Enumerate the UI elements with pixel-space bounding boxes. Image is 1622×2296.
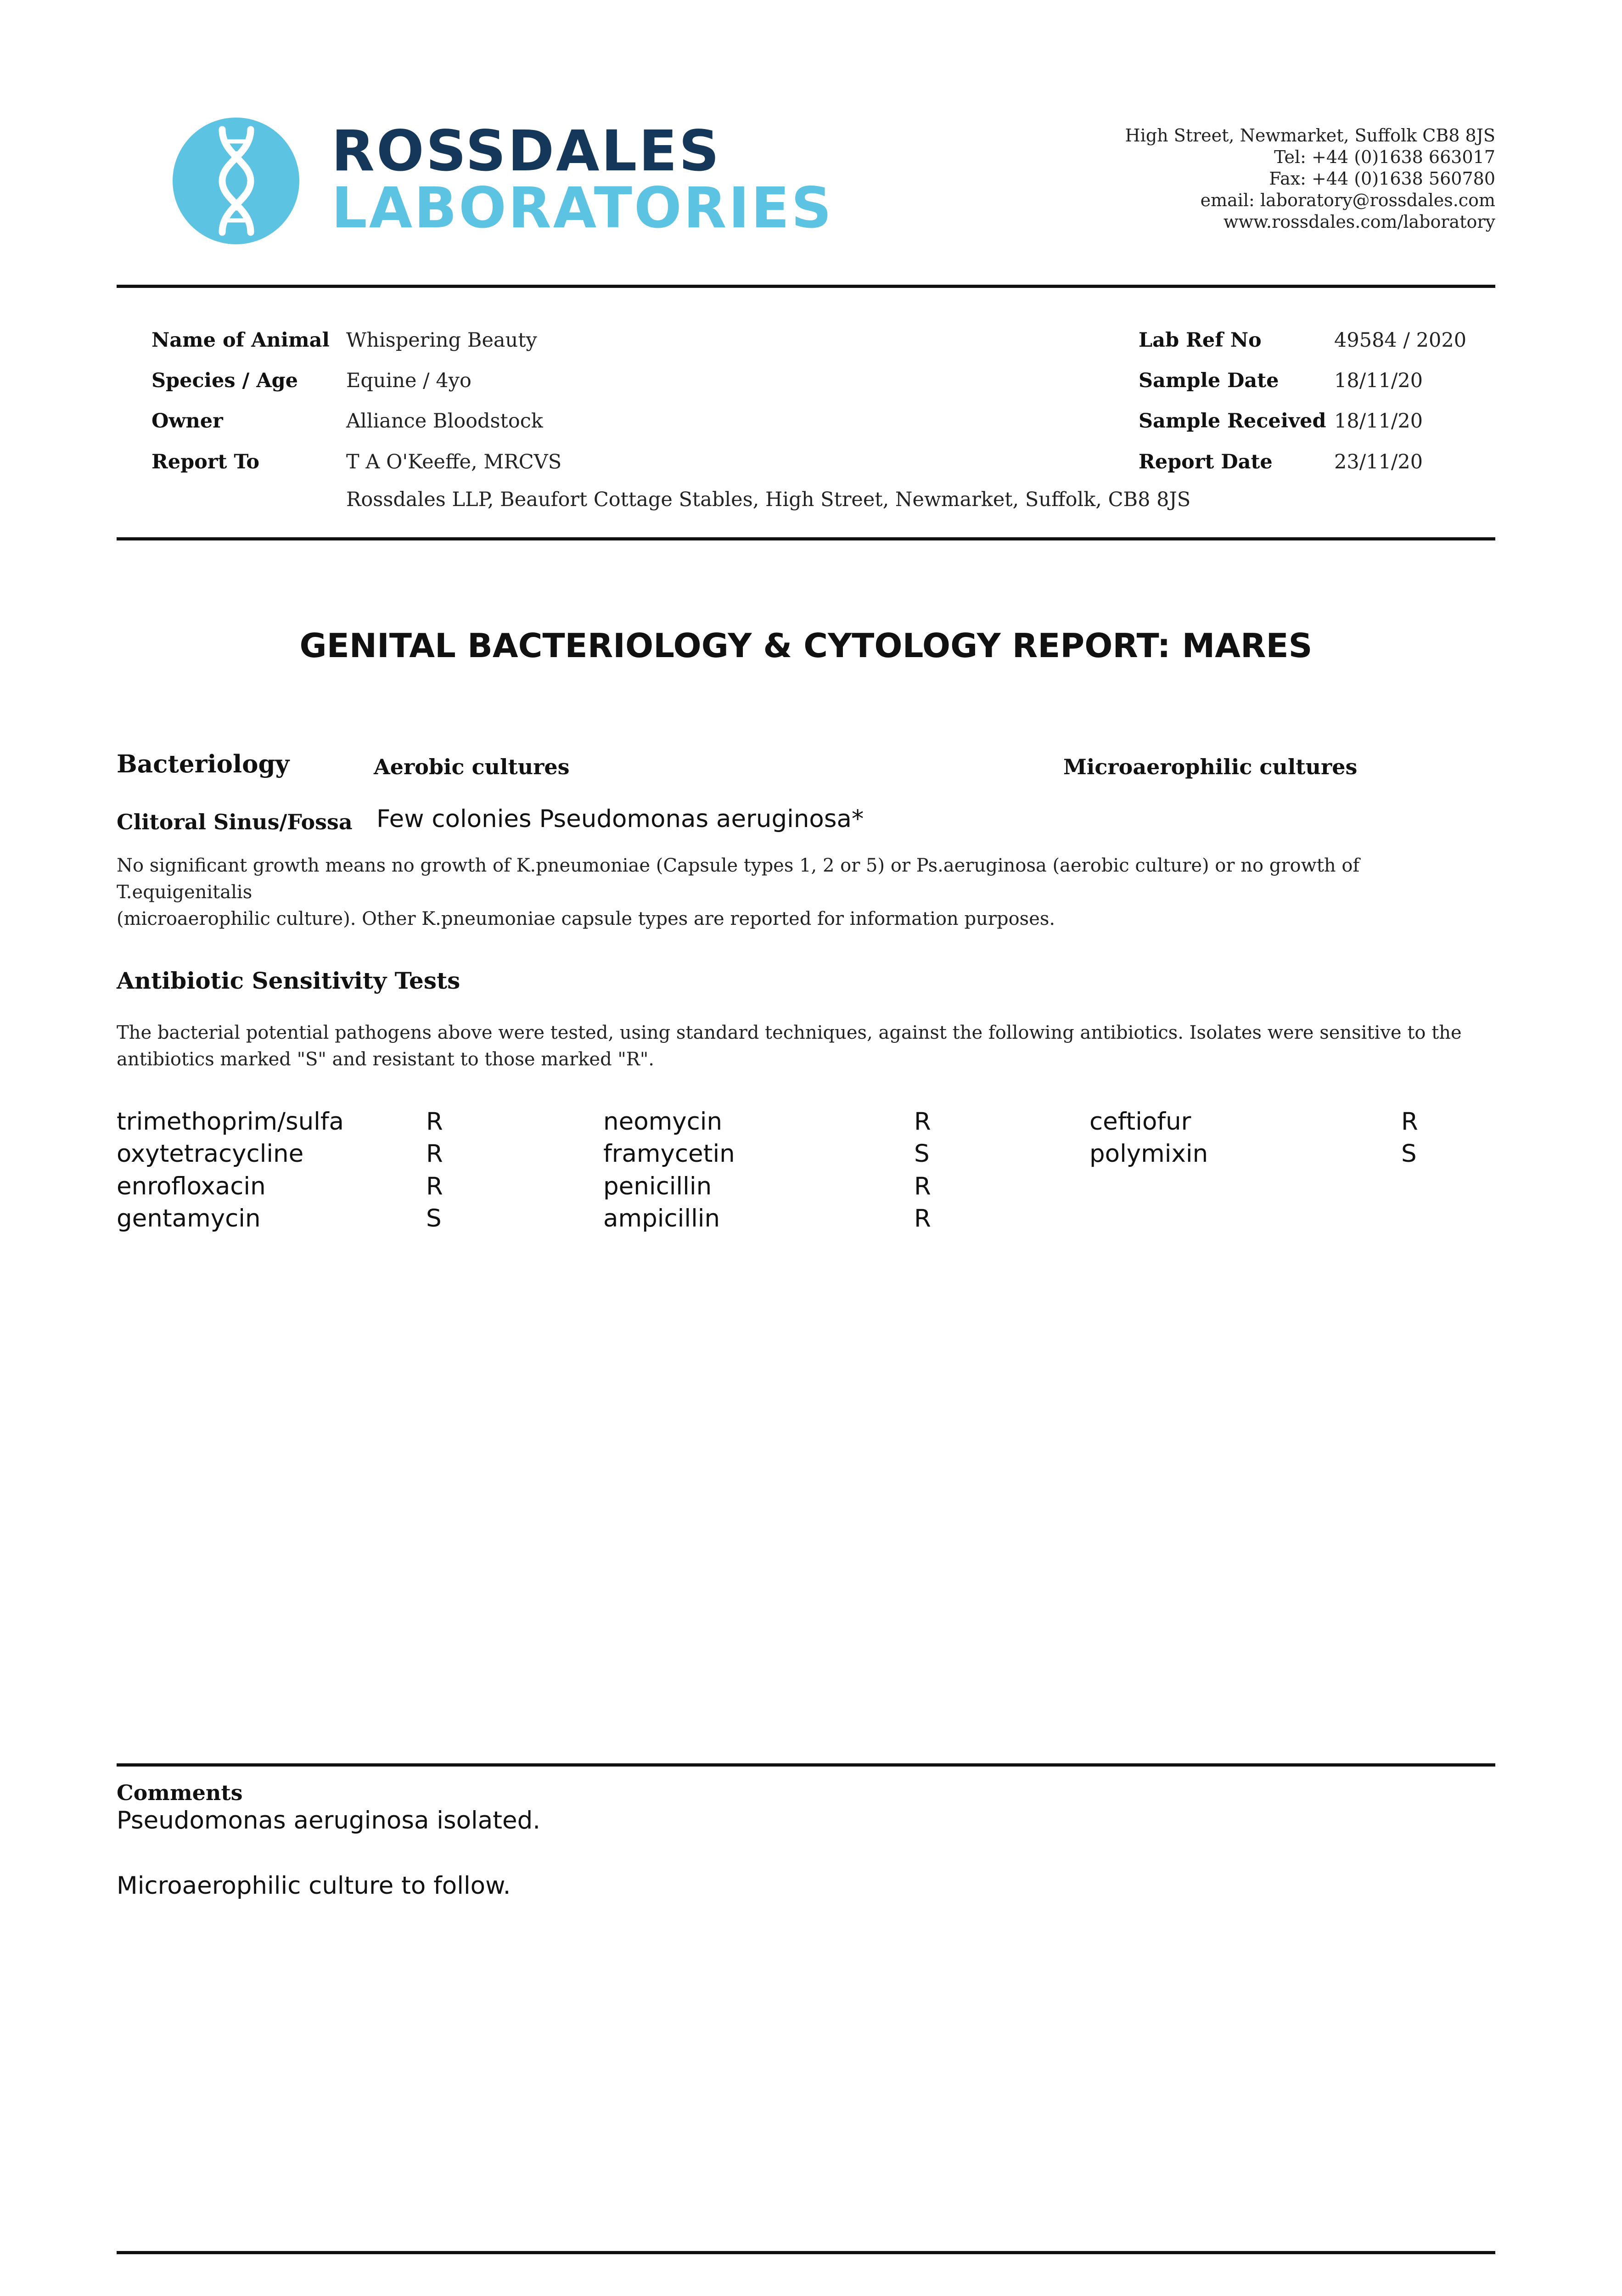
- contact-address: High Street, Newmarket, Suffolk CB8 8JS: [1125, 125, 1495, 146]
- contact-email: email: laboratory@rossdales.com: [1200, 190, 1495, 210]
- sample-date-value: 18/11/20: [1334, 369, 1423, 392]
- brand-subtitle: LABORATORIES: [331, 175, 834, 241]
- report-to-address: Rossdales LLP, Beaufort Cottage Stables, High Street, Newmarket, Suffolk, CB8 8JS: [346, 488, 1191, 511]
- contact-web: www.rossdales.com/laboratory: [1223, 212, 1495, 232]
- antibiotic-intro: [117, 1019, 1495, 1073]
- antibiotic-intro-line-2: antibiotics marked "S" and resistant to those marked "R".: [117, 1049, 655, 1070]
- antibiotic-name: polymixin: [1089, 1140, 1208, 1168]
- microaerophilic-cultures-heading: Microaerophilic cultures: [1063, 754, 1358, 779]
- antibiotic-intro-line-1: The bacterial potential pathogens above were tested, using standard techniques, against the following antibiotics. Isolates were sensitive to the: [117, 1022, 1462, 1043]
- antibiotic-result: R: [1401, 1108, 1418, 1136]
- contact-block: [1125, 125, 1495, 233]
- antibiotic-result: S: [426, 1204, 442, 1232]
- comments-heading: Comments: [117, 1780, 243, 1805]
- report-to-value: T A O'Keeffe, MRCVS: [346, 450, 562, 473]
- antibiotic-name: framycetin: [603, 1140, 735, 1168]
- brand-name: ROSSDALES: [331, 118, 721, 184]
- antibiotic-result: R: [914, 1172, 931, 1200]
- site-label: Clitoral Sinus/Fossa: [117, 810, 353, 834]
- report-date-value: 23/11/20: [1334, 450, 1423, 473]
- antibiotic-name: enrofloxacin: [117, 1172, 266, 1200]
- antibiotic-result: R: [426, 1140, 443, 1168]
- owner-label: Owner: [152, 410, 223, 433]
- aerobic-cultures-heading: Aerobic cultures: [374, 754, 570, 779]
- bacteriology-heading: Bacteriology: [117, 750, 290, 778]
- antibiotic-result: S: [1401, 1140, 1417, 1168]
- footer-divider: [117, 2251, 1495, 2254]
- antibiotic-result: R: [914, 1204, 931, 1232]
- antibiotic-result: R: [914, 1108, 931, 1136]
- antibiotic-name: neomycin: [603, 1108, 723, 1136]
- antibiotic-name: trimethoprim/sulfa: [117, 1108, 344, 1136]
- antibiotic-name: oxytetracycline: [117, 1140, 304, 1168]
- info-divider: [117, 537, 1495, 540]
- antibiotic-result: S: [914, 1140, 930, 1168]
- growth-note-line-1: No significant growth means no growth of K.pneumoniae (Capsule types 1, 2 or 5) or Ps.aeruginosa (aerobic culture) or no growth of T.equigenitalis: [117, 855, 1360, 903]
- contact-fax: Fax: +44 (0)1638 560780: [1269, 169, 1495, 189]
- antibiotic-name: ceftiofur: [1089, 1108, 1191, 1136]
- dna-helix-icon: [173, 118, 299, 244]
- antibiotic-heading: Antibiotic Sensitivity Tests: [117, 967, 460, 994]
- growth-note-line-2: (microaerophilic culture). Other K.pneumoniae capsule types are reported for information purposes.: [117, 908, 1055, 929]
- comment-line-2: Microaerophilic culture to follow.: [117, 1872, 511, 1900]
- sample-received-value: 18/11/20: [1334, 410, 1423, 433]
- sample-date-label: Sample Date: [1139, 369, 1279, 392]
- comments-divider: [117, 1763, 1495, 1767]
- antibiotic-result: R: [426, 1172, 443, 1200]
- report-date-label: Report Date: [1139, 450, 1273, 473]
- contact-tel: Tel: +44 (0)1638 663017: [1274, 147, 1495, 167]
- lab-ref-value: 49584 / 2020: [1334, 329, 1467, 352]
- owner-value: Alliance Bloodstock: [346, 410, 543, 433]
- site-result: Few colonies Pseudomonas aeruginosa*: [376, 805, 864, 833]
- name-of-animal-label: Name of Animal: [152, 329, 330, 352]
- antibiotic-name: penicillin: [603, 1172, 712, 1200]
- species-age-label: Species / Age: [152, 369, 298, 392]
- report-title: GENITAL BACTERIOLOGY & CYTOLOGY REPORT: MARES: [299, 626, 1313, 665]
- antibiotic-name: gentamycin: [117, 1204, 261, 1232]
- sample-received-label: Sample Received: [1139, 410, 1326, 433]
- species-age-value: Equine / 4yo: [346, 369, 471, 392]
- lab-ref-label: Lab Ref No: [1139, 329, 1262, 352]
- antibiotic-name: ampicillin: [603, 1204, 720, 1232]
- report-to-label: Report To: [152, 450, 260, 473]
- name-of-animal-value: Whispering Beauty: [346, 329, 537, 352]
- header-divider: [117, 285, 1495, 288]
- antibiotic-result: R: [426, 1108, 443, 1136]
- comment-line-1: Pseudomonas aeruginosa isolated.: [117, 1806, 541, 1835]
- growth-note: [117, 852, 1495, 932]
